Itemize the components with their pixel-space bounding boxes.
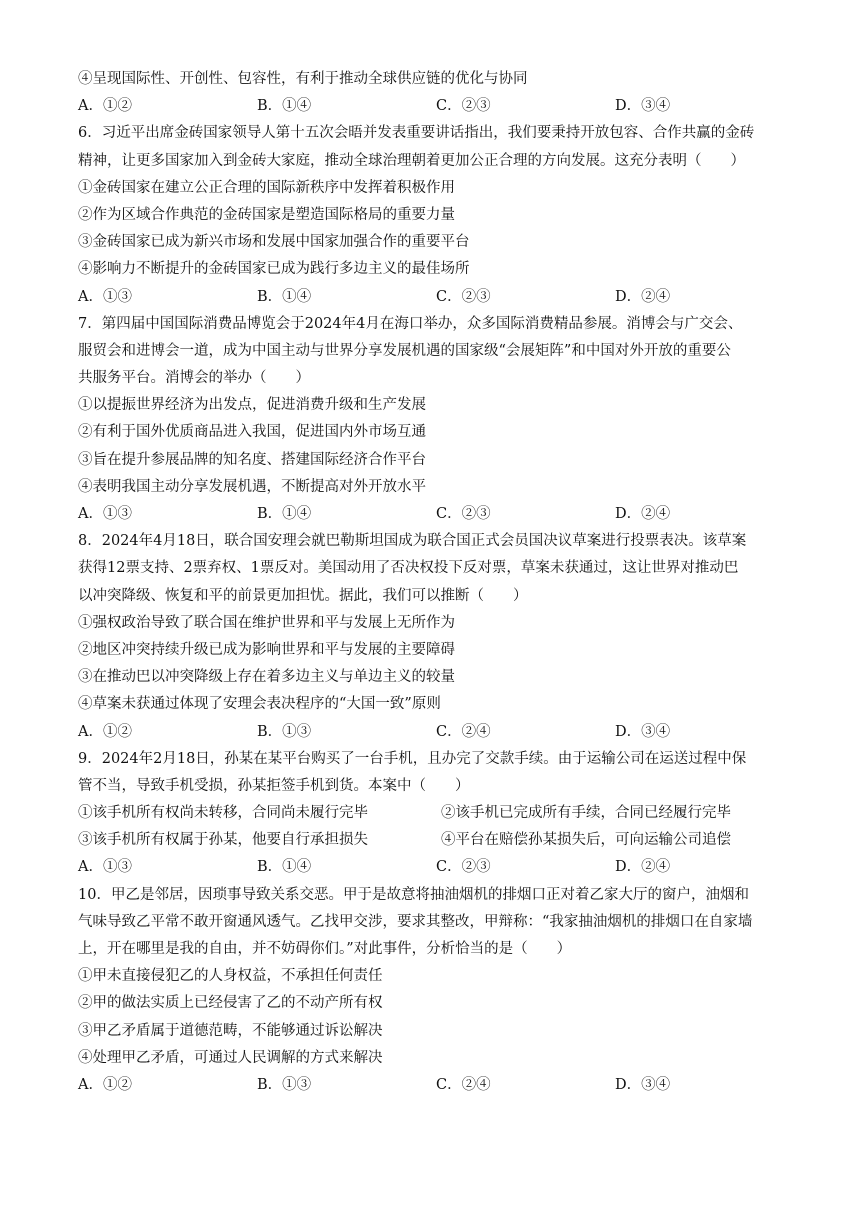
q7-answer-options	[78, 501, 794, 528]
q6-item-3: ③金砖国家已成为新兴市场和发展中国家加强合作的重要平台	[78, 234, 470, 251]
q9-item-1: ①该手机所有权尚未转移，合同尚未履行完毕	[78, 805, 368, 822]
q5-item-4: ④呈现国际性、开创性、包容性，有利于推动全球供应链的优化与协同	[78, 71, 528, 87]
q8-item-2: ②地区冲突持续升级已成为影响世界和平与发展的主要障碍	[78, 641, 455, 658]
q9-items-row-1	[78, 800, 794, 827]
q5-answer-options	[78, 93, 794, 120]
option-d: D．②④	[615, 288, 671, 305]
option-c: C．②③	[436, 506, 491, 522]
q8-stem-line-3: 以冲突降级、恢复和平的前景更加担忧。据此，我们可以推断（ ）	[78, 587, 528, 604]
q8-item-1: ①强权政治导致了联合国在维护世界和平与发展上无所作为	[78, 614, 455, 631]
q7-item-3: ③旨在提升参展品牌的知名度、搭建国际经济合作平台	[78, 451, 426, 468]
option-b: B．①④	[257, 859, 312, 876]
q9-items-row-2	[78, 827, 794, 854]
option-a: A．①③	[78, 859, 132, 876]
q9-stem-line-1: 9．2024年2月18日，孙某在某平台购买了一台手机，且办完了交款手续。由于运输公司在运送过程中保	[78, 750, 747, 767]
q6-item-4: ④影响力不断提升的金砖国家已成为践行多边主义的最佳场所	[78, 261, 470, 278]
q10-stem-line-1: 10．甲乙是邻居，因琐事导致关系交恶。甲于是故意将抽油烟机的排烟口正对着乙家大厅的窗户，油烟和	[78, 886, 749, 903]
q9-stem-line-2: 管不当，导致手机受损，孙某拒签手机到货。本案中（ ）	[78, 777, 470, 794]
option-a: A．①②	[78, 98, 132, 115]
q9-answer-options	[78, 854, 794, 881]
q9-item-4: ④平台在赔偿孙某损失后，可向运输公司追偿	[441, 832, 731, 849]
q10-stem-line-3: 上，开在哪里是我的自由，并不妨碍你们。”对此事件，分析恰当的是（ ）	[78, 941, 572, 957]
option-a: A．①③	[78, 506, 132, 522]
q10-item-3: ③甲乙矛盾属于道德范畴，不能够通过诉讼解决	[78, 1022, 383, 1039]
option-c: C．②③	[436, 98, 491, 115]
option-a: A．①②	[78, 723, 132, 740]
q8-stem-line-1: 8．2024年4月18日，联合国安理会就巴勒斯坦国成为联合国正式会员国决议草案进行投票表决。该草案	[78, 533, 747, 550]
q7-stem-line-3: 共服务平台。消博会的举办（ ）	[78, 370, 310, 387]
q6-item-2: ②作为区域合作典范的金砖国家是塑造国际格局的重要力量	[78, 206, 455, 223]
q8-item-4: ④草案未获通过体现了安理会表决程序的“大国一致”原则	[78, 696, 441, 713]
option-d: D．③④	[615, 723, 671, 740]
option-c: C．②③	[436, 288, 491, 305]
option-b: B．①④	[257, 98, 312, 115]
q10-item-4: ④处理甲乙矛盾，可通过人民调解的方式来解决	[78, 1049, 383, 1066]
option-d: D．②④	[615, 506, 671, 522]
option-b: B．①④	[257, 506, 312, 522]
q9-item-2: ②该手机已完成所有手续，合同已经履行完毕	[441, 805, 731, 822]
q10-item-2: ②甲的做法实质上已经侵害了乙的不动产所有权	[78, 995, 383, 1012]
q6-stem-line-2: 精神，让更多国家加入到金砖大家庭，推动全球治理朝着更加公正合理的方向发展。这充分表明（ ）	[78, 152, 745, 169]
q10-stem-line-2: 气味导致乙平常不敢开窗通风透气。乙找甲交涉，要求其整改，甲辩称：“我家抽油烟机的排烟口在自家墙	[78, 913, 753, 930]
exam-page	[78, 66, 794, 1099]
option-b: B．①③	[257, 1076, 312, 1093]
q7-stem-line-2: 服贸会和进博会一道，成为中国主动与世界分享发展机遇的国家级“会展矩阵”和中国对外开放的重要公	[78, 342, 731, 359]
q7-item-2: ②有利于国外优质商品进入我国，促进国内外市场互通	[78, 424, 426, 441]
option-d: D．②④	[615, 859, 671, 876]
option-b: B．①③	[257, 723, 312, 740]
option-c: C．②④	[436, 1076, 491, 1093]
option-c: C．②④	[436, 723, 491, 740]
q9-item-3: ③该手机所有权属于孙某，他要自行承担损失	[78, 832, 368, 849]
q7-item-1: ①以提振世界经济为出发点，促进消费升级和生产发展	[78, 397, 426, 414]
option-c: C．②③	[436, 859, 491, 876]
q10-item-1: ①甲未直接侵犯乙的人身权益，不承担任何责任	[78, 968, 383, 985]
q8-answer-options	[78, 719, 794, 746]
option-a: A．①②	[78, 1076, 132, 1093]
q10-answer-options	[78, 1072, 794, 1099]
q7-stem-line-1: 7．第四届中国国际消费品博览会于2024年4月在海口举办，众多国际消费精品参展。消博会与广交会、	[78, 315, 743, 332]
q6-item-1: ①金砖国家在建立公正合理的国际新秩序中发挥着积极作用	[78, 179, 455, 196]
q7-item-4: ④表明我国主动分享发展机遇，不断提高对外开放水平	[78, 478, 426, 495]
q8-item-3: ③在推动巴以冲突降级上存在着多边主义与单边主义的较量	[78, 669, 455, 686]
q8-stem-line-2: 获得12票支持、2票弃权、1票反对。美国动用了否决权投下反对票，草案未获通过，这让世界对推动巴	[78, 560, 739, 577]
q6-answer-options	[78, 284, 794, 311]
option-a: A．①③	[78, 288, 132, 305]
option-b: B．①④	[257, 288, 312, 305]
option-d: D．③④	[615, 1076, 671, 1093]
q6-stem-line-1: 6．习近平出席金砖国家领导人第十五次会晤并发表重要讲话指出，我们要秉持开放包容、合作共赢的金砖	[78, 125, 755, 142]
option-d: D．③④	[615, 98, 671, 115]
